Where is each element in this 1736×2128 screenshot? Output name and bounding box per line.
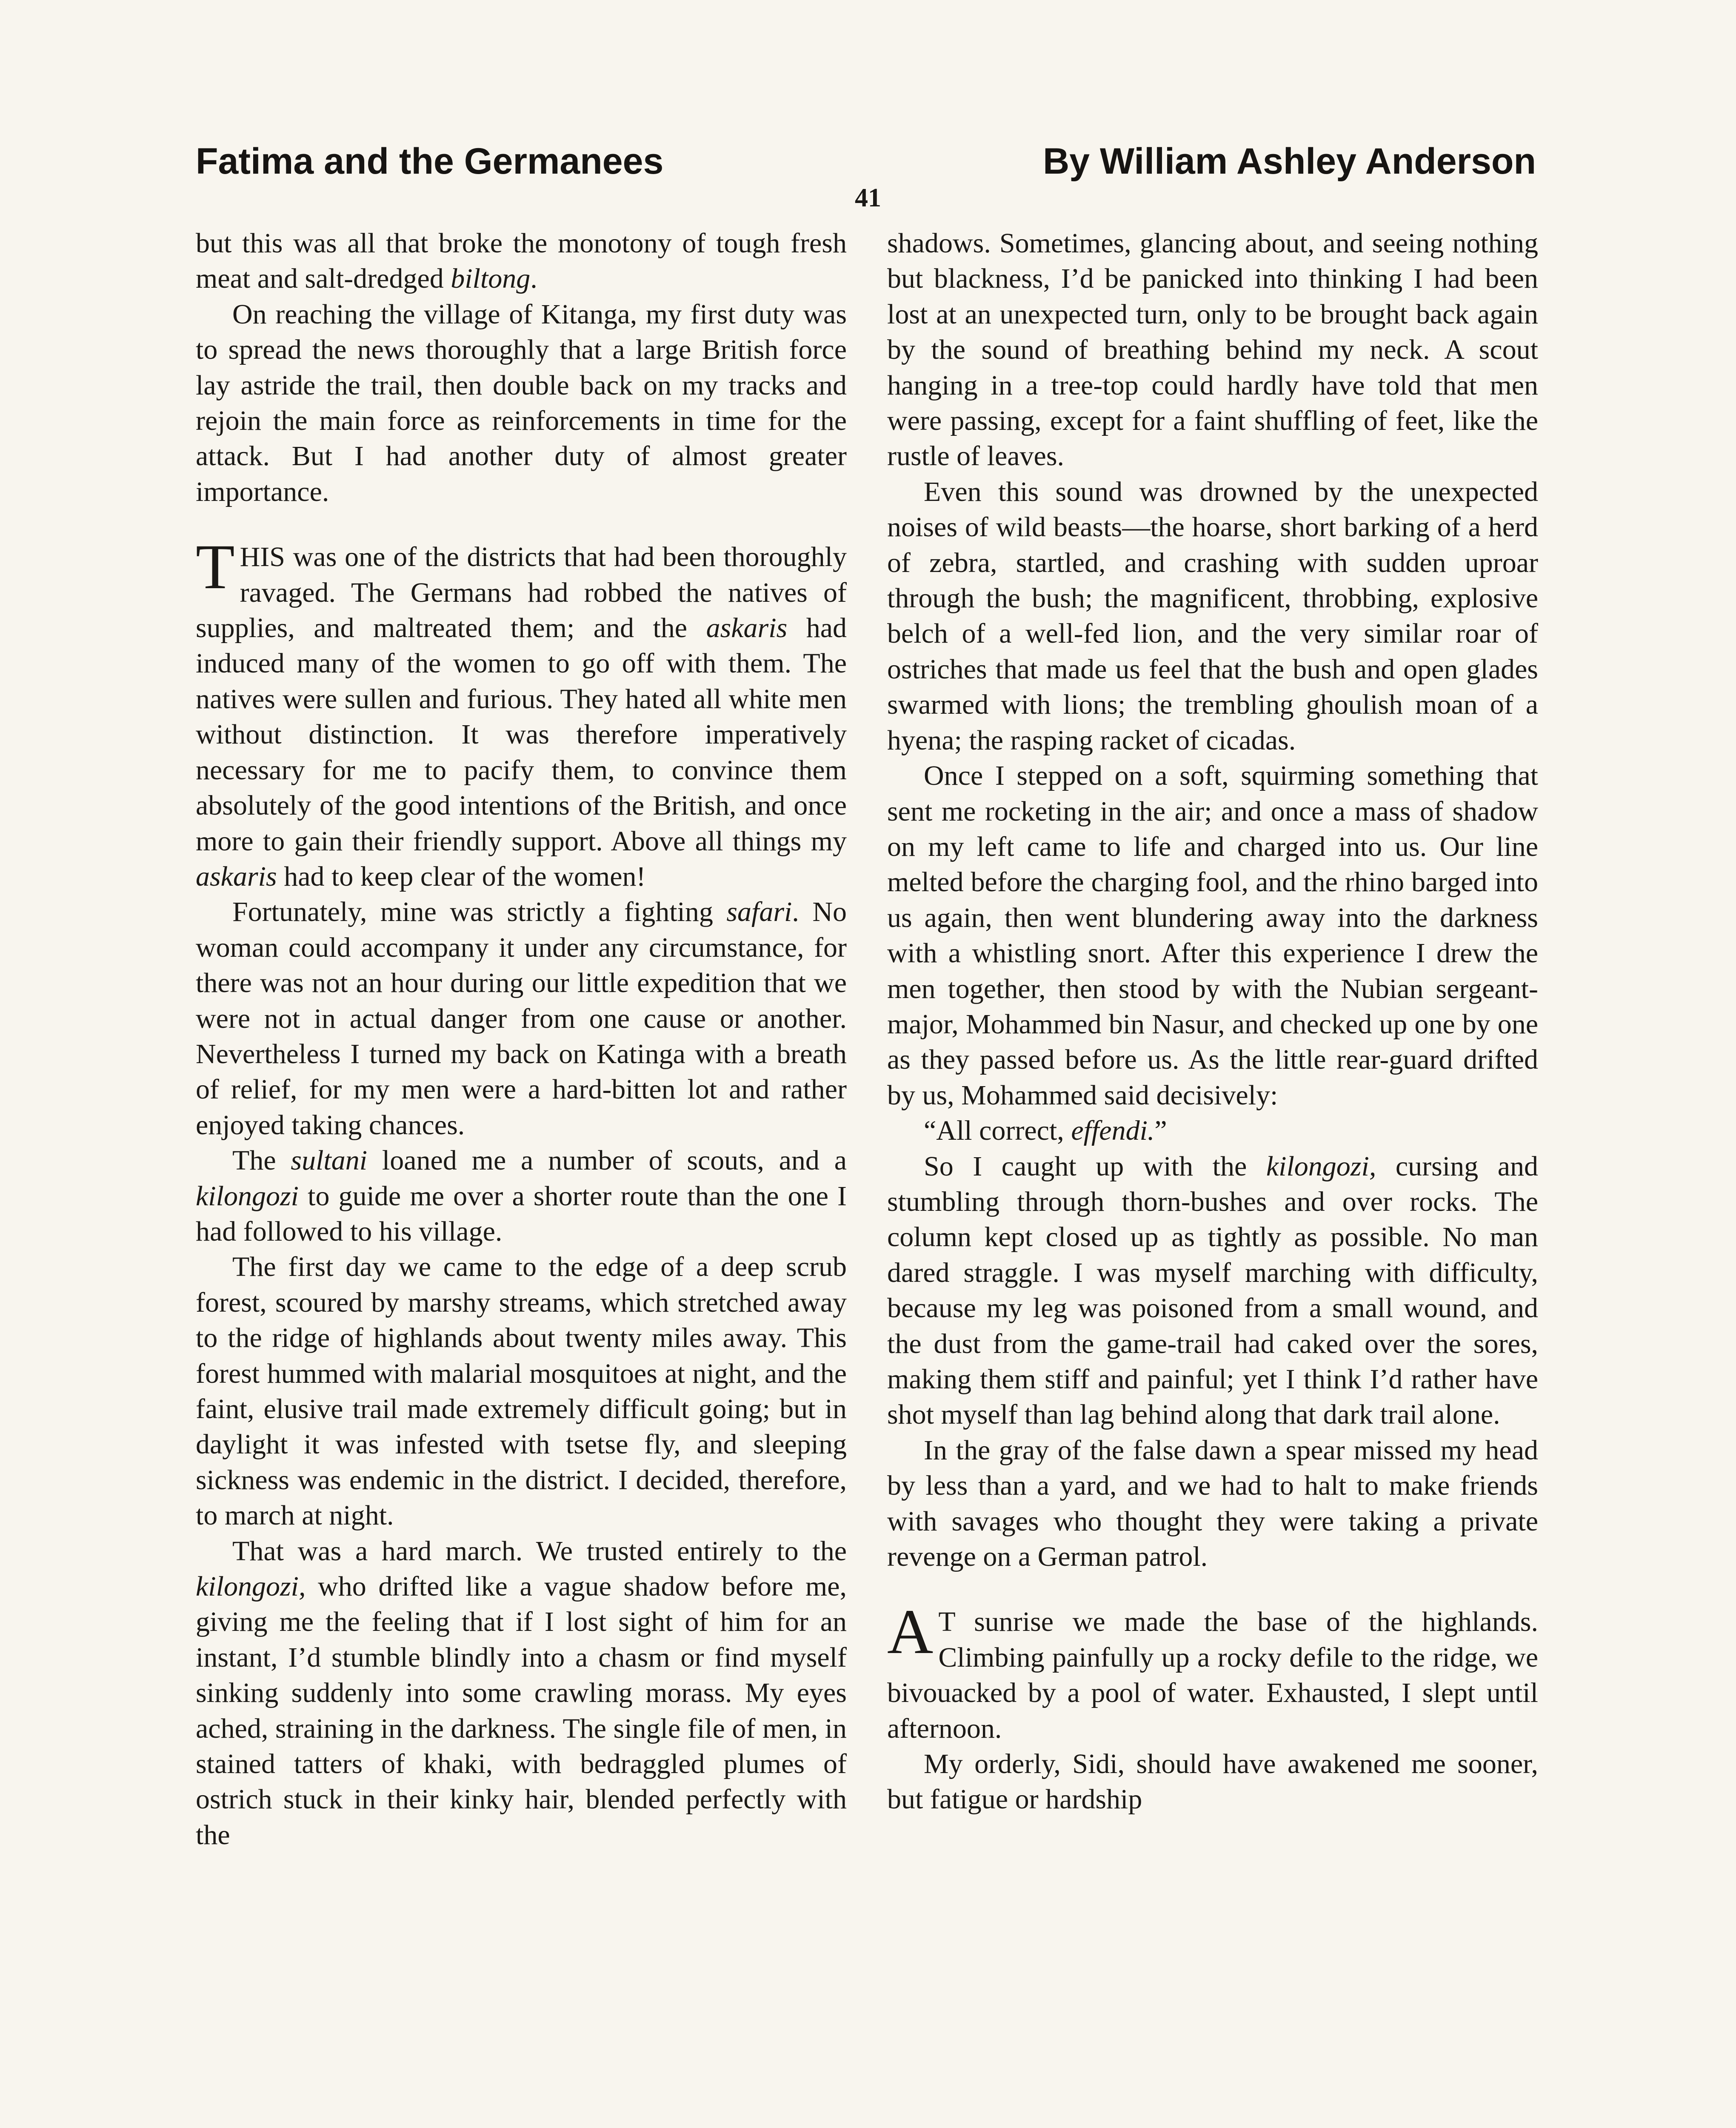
paragraph: shadows. Sometimes, glancing about, and seeing nothing but blackness, I’d be panicked into thinking I had been lost at an unexpected turn, only to be brought back again by the sound of breathing behind my neck. A scout hanging in a tree-top could hardly have told that men were passing, except for a faint shuffling of feet, like the rustle of leaves. [887, 228, 1538, 472]
paragraph: So I caught up with the kilongozi, cursing and stumbling through thorn-bushes and over rocks. The column kept closed up as tightly as possible. No man dared straggle. I was myself marching with difficulty, because my leg was poisoned from a small wound, and the dust from the game-trail had caked over the sores, making them stiff and painful; yet I think I’d rather have shot myself than lag behind along that dark trail alone. [887, 1150, 1538, 1430]
paragraph: My orderly, Sidi, should have awakened me sooner, but fatigue or hardship [887, 1748, 1538, 1815]
page-number: 41 [855, 183, 881, 212]
paragraph: Once I stepped on a soft, squirming something that sent me rocketing in the air; and once a mass of shadow on my left came to life and charged into us. Our line melted before the charging fool, and the rhino barged into us again, then went blundering away into the darkness with a whistling snort. After this experience I drew the men together, then stood by with the Nubian sergeant-major, Mohammed bin Nasur, and checked up one by one as they passed before us. As the little rear-guard drifted by us, Mohammed said decisively: [887, 760, 1538, 1111]
dialogue-line: “All correct, effendi.” [924, 1115, 1167, 1147]
author-byline: By William Ashley Anderson [1043, 141, 1536, 182]
paragraph: Fortunately, mine was strictly a fighting safari. No woman could accompany it under any circumstance, for there was not an hour during our little expedition that we were not in actual danger from one cause or another. Nevertheless I turned my back on Katinga with a breath of relief, for my men were a hard-bitten lot and rather enjoyed taking chances. [196, 896, 847, 1141]
paragraph: but this was all that broke the monotony of tough fresh meat and salt-dredged biltong. [196, 228, 847, 295]
running-header [196, 140, 1536, 183]
paragraph: That was a hard march. We trusted entirely to the kilongozi, who drifted like a vague shadow before me, giving me the feeling that if I lost sight of him for an instant, I’d stumble blindly into a chasm or find myself sinking suddenly into some crawling morass. My eyes ached, straining in the darkness. The single file of men, in stained tatters of khaki, with bedraggled plumes of ostrich stuck in their kinky hair, blended perfectly with the [196, 1535, 847, 1851]
drop-cap: T [196, 532, 235, 603]
story-title: Fatima and the Germanees [196, 141, 664, 182]
paragraph: Even this sound was drowned by the unexpected noises of wild beasts—the hoarse, short barking of a herd of zebra, startled, and crashing with sudden uproar through the bush; the magnificent, throbbing, explosive belch of a well-fed lion, and the very similar roar of ostriches that made us feel that the bush and open glades swarmed with lions; the trembling ghoulish moan of a hyena; the rasping racket of cicadas. [887, 476, 1538, 756]
drop-cap: A [887, 1596, 934, 1668]
section-opening-paragraph: THIS was one of the districts that had been thoroughly ravaged. The Germans had robbed the natives of supplies, and maltreated them; and the askaris had induced many of the women to go off with them. The natives were sullen and furious. They hated all white men without distinction. It was therefore imperatively necessary for me to pacify them, to convince them absolutely of the good intentions of the British, and once more to gain their friendly support. Above all things my askaris had to keep clear of the women! [196, 532, 847, 892]
left-column [196, 226, 847, 1853]
right-column [887, 226, 1538, 1817]
section-opening-paragraph: A T sunrise we made the base of the highlands. Climbing painfully up a rocky defile to the ridge, we bivouacked by a pool of water. Exhausted, I slept until afternoon. [887, 1596, 1538, 1744]
paragraph: The sultani loaned me a number of scouts, and a kilongozi to guide me over a shorter route than the one I had followed to his village. [196, 1145, 847, 1247]
paragraph: On reaching the village of Kitanga, my first duty was to spread the news thoroughly that a large British force lay astride the trail, then double back on my tracks and rejoin the main force as reinforcements in time for the attack. But I had another duty of almost greater importance. [196, 298, 847, 507]
paragraph: The first day we came to the edge of a deep scrub forest, scoured by marshy streams, which stretched away to the ridge of highlands about twenty miles away. This forest hummed with malarial mosquitoes at night, and the faint, elusive trail made extremely difficult going; but in daylight it was infested with tsetse fly, and sleeping sickness was endemic in the district. I decided, therefore, to march at night. [196, 1251, 847, 1531]
paragraph: In the gray of the false dawn a spear missed my head by less than a yard, and we had to halt to make friends with savages who thought they were taking a private revenge on a German patrol. [887, 1434, 1538, 1573]
